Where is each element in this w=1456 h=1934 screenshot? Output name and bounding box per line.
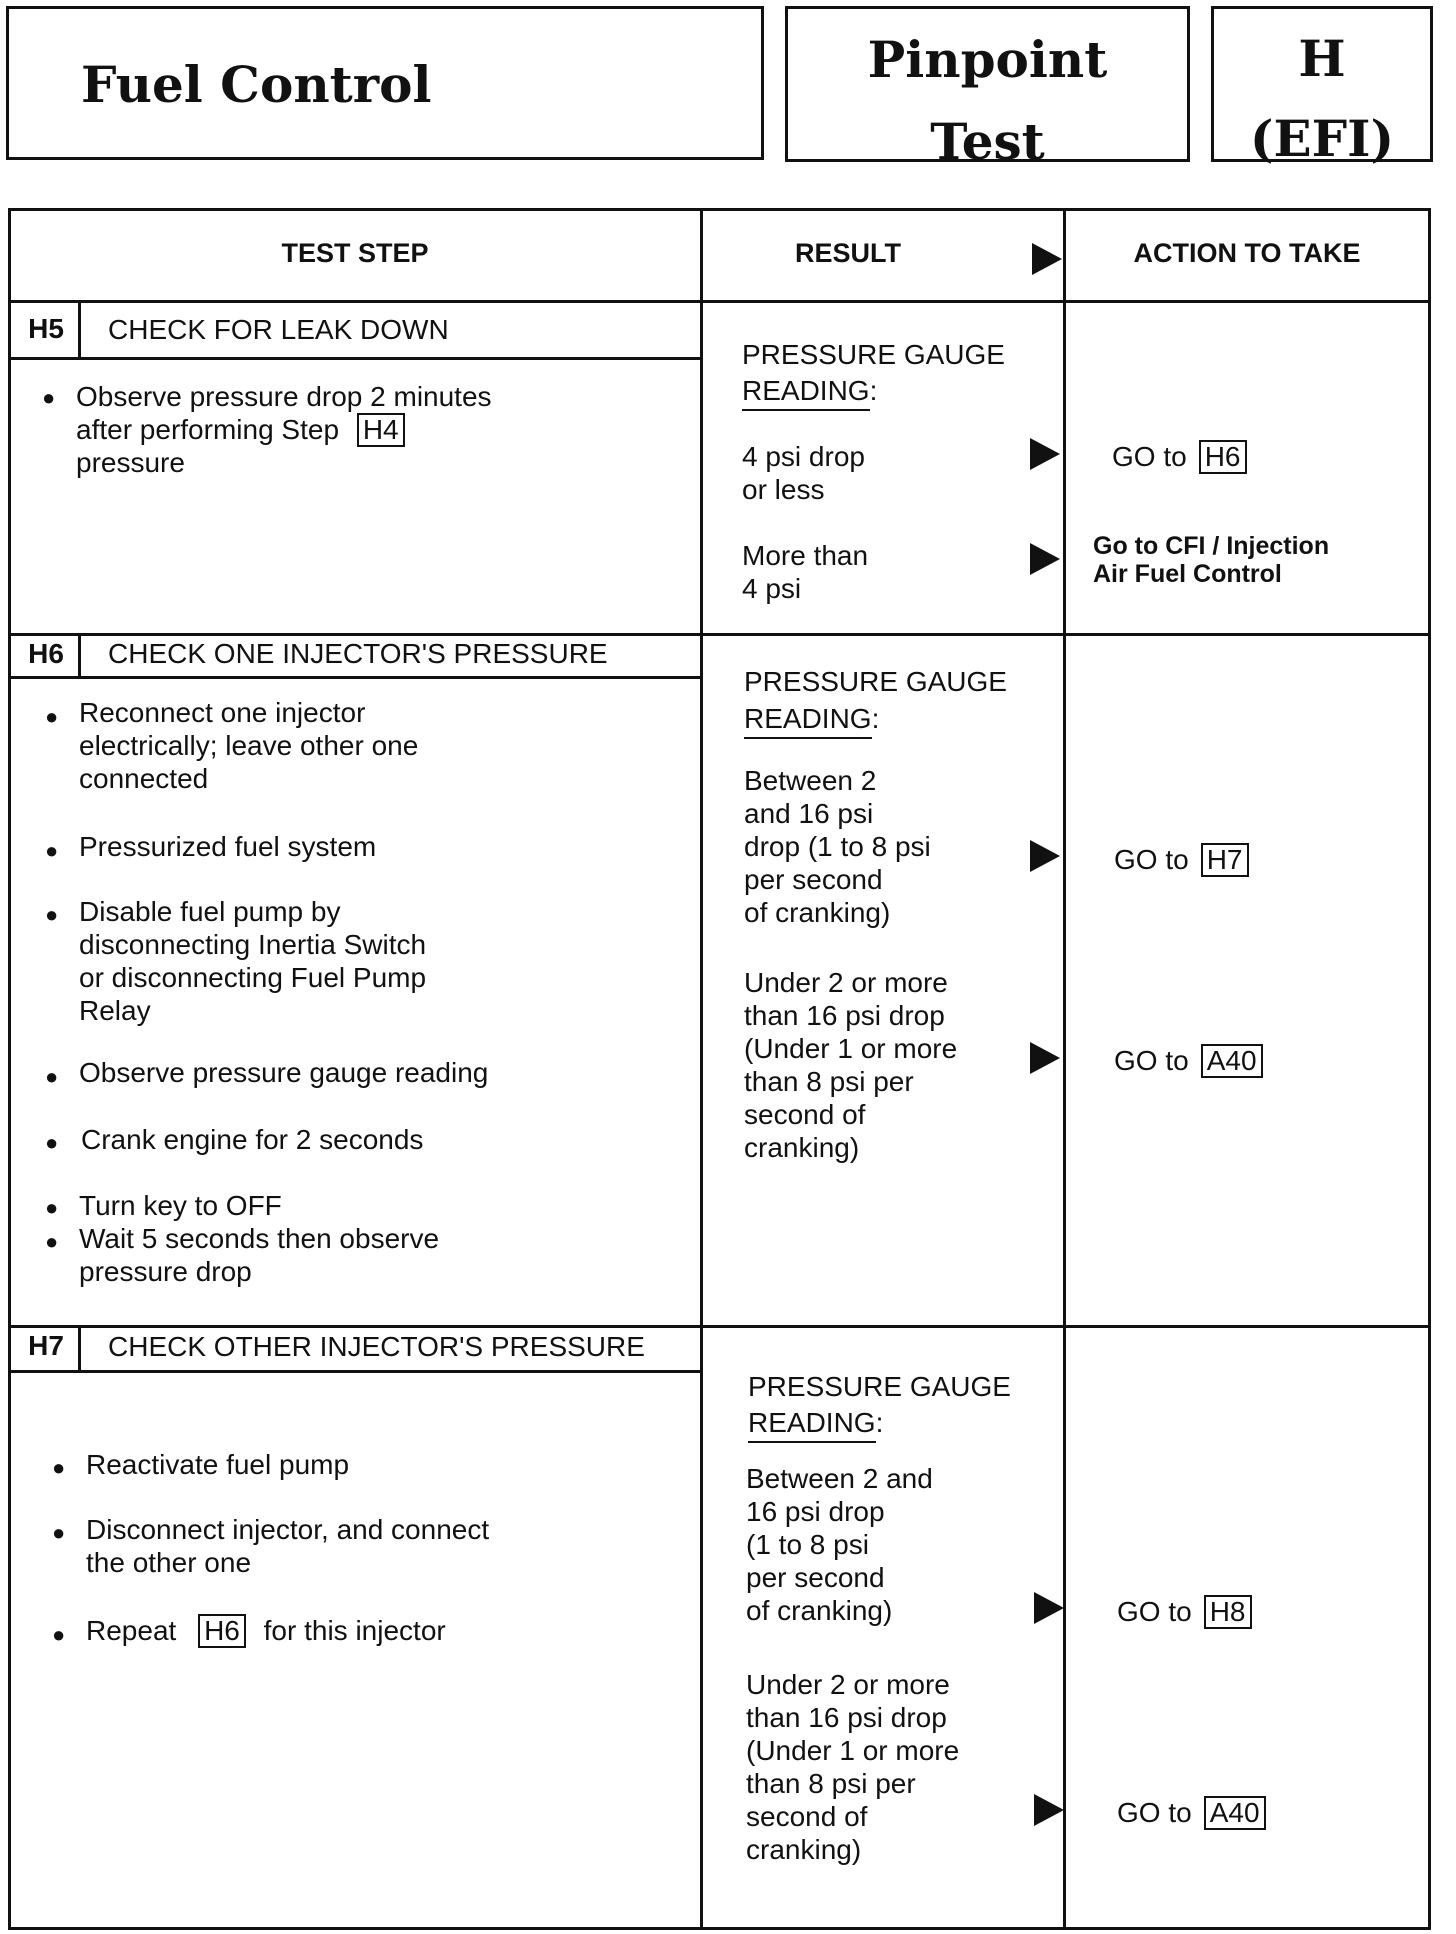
h6-step-line: Relay <box>79 995 151 1026</box>
h5-result-line: or less <box>742 474 825 505</box>
h7-result-line: second of <box>746 1801 868 1832</box>
h7-action1 <box>1117 1595 1252 1629</box>
h6-result-line: per second <box>744 864 883 895</box>
h5-gauge-label: PRESSURE GAUGE <box>742 339 1005 370</box>
h7-title-underline <box>8 1370 702 1373</box>
h7-result-line: of cranking) <box>746 1595 893 1626</box>
h7-gauge-reading-text: READING <box>748 1406 876 1443</box>
bullet-icon: ● <box>45 1130 59 1155</box>
column-header-action: ACTION TO TAKE <box>1133 237 1361 268</box>
table-border-bottom <box>8 1927 1431 1930</box>
h7-result2-arrow-icon <box>1034 1794 1064 1826</box>
h7-gauge-label: PRESSURE GAUGE <box>748 1371 1011 1402</box>
h7-gauge-reading <box>748 1406 883 1443</box>
h6-gauge-colon: : <box>871 703 880 734</box>
go-to-label: GO to <box>1112 441 1187 472</box>
h7-step-line <box>86 1614 446 1648</box>
header-title-box <box>6 6 764 160</box>
h7-action1-ref: H8 <box>1204 1595 1252 1629</box>
h6-code-divider <box>78 633 81 678</box>
h7-step-ref-box: H6 <box>198 1614 246 1648</box>
h6-result-line: of cranking) <box>744 897 891 928</box>
h6-result-line: (Under 1 or more <box>744 1033 958 1064</box>
h7-result-line: (Under 1 or more <box>746 1735 960 1766</box>
go-to-label: GO to <box>1117 1596 1192 1627</box>
go-to-label: GO to <box>1114 844 1189 875</box>
header-test-line2: Test <box>930 112 1045 171</box>
h7-result-line: than 8 psi per <box>746 1768 916 1799</box>
h6-step-line: Wait 5 seconds then observe <box>79 1223 440 1254</box>
h7-step-line: the other one <box>86 1547 252 1578</box>
h6-result2-arrow-icon <box>1030 1042 1060 1074</box>
h7-gauge-colon: : <box>875 1407 884 1438</box>
h5-gauge-colon: : <box>869 375 878 406</box>
h5-action2-line: Go to CFI / Injection <box>1093 532 1330 560</box>
step-code-h6: H6 <box>28 638 64 669</box>
h5-code-divider <box>78 300 81 359</box>
row-divider-h5-h6 <box>8 633 1431 636</box>
header-arrow-icon <box>1032 243 1062 275</box>
h6-result-line: than 8 psi per <box>744 1066 914 1097</box>
h6-result-line: cranking) <box>744 1132 860 1163</box>
go-to-label: GO to <box>1117 1797 1192 1828</box>
h5-gauge-reading <box>742 374 877 411</box>
h6-result1-arrow-icon <box>1030 840 1060 872</box>
bullet-icon: ● <box>45 704 59 729</box>
h6-action1 <box>1114 843 1249 877</box>
h6-step-line: or disconnecting Fuel Pump <box>79 962 427 993</box>
bullet-icon: ● <box>45 1195 59 1220</box>
h6-result-line: Under 2 or more <box>744 967 948 998</box>
h6-title-underline <box>8 676 702 679</box>
h7-result-line: cranking) <box>746 1834 862 1865</box>
h7-result-line: per second <box>746 1562 885 1593</box>
h5-result1-arrow-icon <box>1030 438 1060 470</box>
step-title-h7: CHECK OTHER INJECTOR'S PRESSURE <box>108 1331 645 1362</box>
h5-action1 <box>1112 440 1247 474</box>
h6-gauge-reading <box>744 702 879 739</box>
h5-result-line: 4 psi <box>742 573 802 604</box>
h6-action1-ref: H7 <box>1201 843 1249 877</box>
h7-action2 <box>1117 1796 1266 1830</box>
header-code-line1: H <box>1298 29 1346 88</box>
h5-step-line: Observe pressure drop 2 minutes <box>76 381 492 412</box>
h5-gauge-reading-text: READING <box>742 374 870 411</box>
h6-result-line: and 16 psi <box>744 798 874 829</box>
h6-step-line: electrically; leave other one <box>79 730 419 761</box>
bullet-icon: ● <box>45 838 59 863</box>
header-test-box <box>785 6 1190 171</box>
h5-step-line <box>76 413 405 447</box>
h6-step-line: Crank engine for 2 seconds <box>81 1124 424 1155</box>
bullet-icon: ● <box>42 385 56 410</box>
h5-step-text: after performing Step <box>76 414 340 445</box>
h5-result-line: More than <box>742 540 869 571</box>
h5-result-line: 4 psi drop <box>742 441 865 472</box>
h6-step-line: Pressurized fuel system <box>79 831 377 862</box>
h7-result-line: Under 2 or more <box>746 1669 950 1700</box>
h7-step-text: for this injector <box>263 1615 446 1646</box>
h7-result-line: than 16 psi drop <box>746 1702 947 1733</box>
h7-step-text: Repeat <box>86 1615 177 1646</box>
bullet-icon: ● <box>52 1520 66 1545</box>
h7-result-line: (1 to 8 psi <box>746 1529 869 1560</box>
step-title-h6: CHECK ONE INJECTOR'S PRESSURE <box>108 638 608 669</box>
bullet-icon: ● <box>45 1064 59 1089</box>
step-title-h5: CHECK FOR LEAK DOWN <box>108 314 449 345</box>
h6-step-line: connected <box>79 763 209 794</box>
h5-action1-ref: H6 <box>1199 440 1247 474</box>
h7-result-line: Between 2 and <box>746 1463 933 1494</box>
go-to-label: GO to <box>1114 1045 1189 1076</box>
h6-action2 <box>1114 1044 1263 1078</box>
table-border-left <box>8 208 11 1930</box>
h7-result-line: 16 psi drop <box>746 1496 885 1527</box>
bullet-icon: ● <box>52 1455 66 1480</box>
bullet-icon: ● <box>45 1229 59 1254</box>
h6-result-line: Between 2 <box>744 765 877 796</box>
h6-result-line: drop (1 to 8 psi <box>744 831 931 862</box>
h6-step-line: Reconnect one injector <box>79 697 366 728</box>
h5-result2-arrow-icon <box>1030 543 1060 575</box>
header-row-divider <box>8 300 1431 303</box>
column-header-result-label: RESULT <box>795 237 901 268</box>
h6-result-line: than 16 psi drop <box>744 1000 945 1031</box>
h7-step-line: Reactivate fuel pump <box>86 1449 350 1480</box>
step-code-h5: H5 <box>28 313 64 344</box>
h5-step-ref-box: H4 <box>357 413 405 447</box>
column-divider-1 <box>700 208 703 1930</box>
column-divider-2 <box>1063 208 1066 1930</box>
h6-gauge-label: PRESSURE GAUGE <box>744 666 1007 697</box>
h6-gauge-reading-text: READING <box>744 702 872 739</box>
h6-step-line: Observe pressure gauge reading <box>79 1057 489 1088</box>
h6-step-line: Disable fuel pump by <box>79 896 341 927</box>
h5-title-underline <box>8 357 702 360</box>
header-test-line1: Pinpoint <box>867 30 1108 89</box>
h5-action2-line: Air Fuel Control <box>1093 560 1282 588</box>
h7-result1-arrow-icon <box>1034 1592 1064 1624</box>
h7-action2-ref: A40 <box>1204 1796 1266 1830</box>
h6-result-line: second of <box>744 1099 866 1130</box>
bullet-icon: ● <box>45 902 59 927</box>
bullet-icon: ● <box>52 1622 66 1647</box>
h5-step-line: pressure <box>76 447 185 478</box>
row-divider-h6-h7 <box>8 1325 1431 1328</box>
h6-step-line: Turn key to OFF <box>79 1190 282 1221</box>
column-header-test-step: TEST STEP <box>281 237 429 268</box>
h6-step-line: pressure drop <box>79 1256 252 1287</box>
step-code-h7: H7 <box>28 1330 64 1361</box>
page-title: Fuel Control <box>81 55 432 114</box>
h6-action2-ref: A40 <box>1201 1044 1263 1078</box>
h7-step-line: Disconnect injector, and connect <box>86 1514 490 1545</box>
table-border-right <box>1428 208 1431 1930</box>
header-code-box <box>1211 6 1433 168</box>
h6-step-line: disconnecting Inertia Switch <box>79 929 427 960</box>
column-header-result <box>703 208 1063 298</box>
header-code-line2: (EFI) <box>1249 109 1395 168</box>
h7-code-divider <box>78 1325 81 1372</box>
